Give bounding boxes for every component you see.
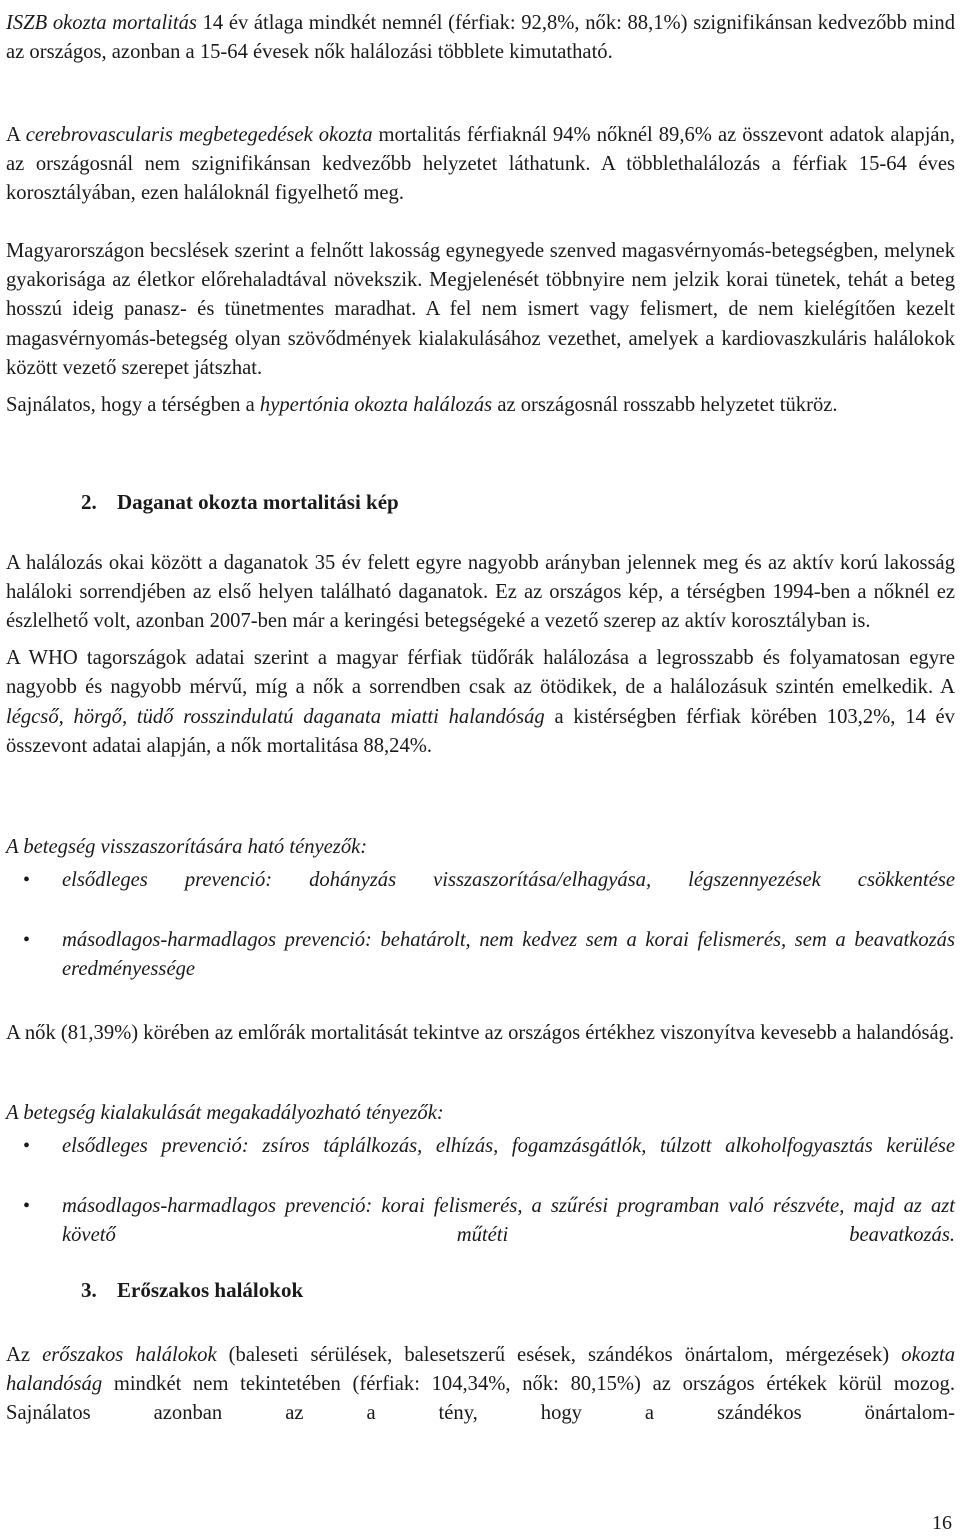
paragraph-breast-cancer: A nők (81,39%) körében az emlőrák mortalitását tekintve az országos értékhez viszonyítva kevesebb a halandóság. — [6, 1021, 955, 1044]
term-cerebrovascular: cerebrovascularis megbetegedések okozta — [25, 123, 373, 146]
list-item: másodlagos-harmadlagos prevenció: behatárolt, nem kedvez sem a korai felismerés, sem a beavatkozás eredményessége — [62, 929, 955, 981]
paragraph-cerebrovascular: A cerebrovascularis megbetegedések okozta mortalitás férfiaknál 94% nőknél 89,6% az összevont adatok alapján, az országosnál nem szignifikánsan kedvezőbb helyzetet láthatunk. A többlethalálozás a férfiak 15-64 éves korosztályában, ezen haláloknál figyelhető meg. — [6, 123, 955, 205]
bullet: • — [23, 1195, 31, 1217]
paragraph-iszb-mortality: ISZB okozta mortalitás 14 év átlaga mindkét nemnél (férfiak: 92,8%, nők: 88,1%) szignifikánsan kedvezőbb mind az országos, azonban a 15-64 évesek nők halálozási többlete kimutatható. — [6, 11, 955, 63]
page-number: 16 — [932, 1512, 952, 1534]
list-lead-lung: A betegség visszaszorítására ható tényezők: — [6, 836, 368, 858]
paragraph-violent-deaths: Az erőszakos halálokok (baleseti sérülések, balesetszerű esések, szándékos önártalom, mérgezések) okozta halandóság mindkét nem tekintetében (férfiak: 104,34%, nők: 80,15%) az országos értékek körül mozog. Sajnálatos azonban az a tény, hogy a szándékos önártalom- — [6, 1343, 955, 1425]
paragraph-cancer-overview: A halálozás okai között a daganatok 35 év felett egyre nagyobb arányban jelennek meg és az aktív korú lakosság haláloki sorrendjében az első helyen található daganatok. Ez az országos kép, a térségben 1994-ben a nőknél ez észlelhető volt, azonban 2007-ben már a keringési betegségeké a vezető szerep az aktív korosztályban is. A WHO tagországok adatai szerint a magyar férfiak tüdőrák halálozása a legrosszabb és folyamatosan egyre nagyobb és nagyobb mérvű, míg a nők a sorrendben csak az ötödikek, de a halálozásuk szintén emelkedik. A légcső, hörgő, tüdő rosszindulatú daganata miatti halandóság a kistérségben férfiak körében 103,2%, 14 év összevont adatai alapján, a nők mortalitása 88,24%. — [6, 551, 955, 758]
section-heading-3: 3. Erőszakos halálokok — [81, 1278, 304, 1302]
term-hypertonia: hypertónia okozta halálozás — [259, 393, 493, 416]
term-iszb: ISZB okozta mortalitás — [6, 11, 197, 34]
bullet: • — [23, 1135, 31, 1157]
bullet: • — [23, 869, 31, 891]
section-heading-2: 2. Daganat okozta mortalitási kép — [81, 490, 399, 514]
paragraph-hypertension: Magyarországon becslések szerint a felnőtt lakosság egynegyede szenved magasvérnyomás-betegségben, melynek gyakorisága az életkor előrehaladtával növekszik. Megjelenését többnyire nem jelzik korai tünetek, tehát a beteg hosszú ideig panasz- és tünetmentes maradhat. A fel nem ismert vagy felismert, de nem kielégítően kezelt magasvérnyomás-betegség olyan szövődmények kialakulásához vezethet, amelyek a kardiovaszkuláris halálokok között vezető szerepet játszhat. Sajnálatos, hogy a térségben a hypertónia okozta halálozás az országosnál rosszabb helyzetet tükröz. — [6, 239, 955, 416]
list-item: elsődleges prevenció: dohányzás visszaszorítása/elhagyása, légszennyezések csökkentése — [62, 869, 955, 891]
term-lung-cancer: légcső, hörgő, tüdő rosszindulatú daganata miatti halandóság — [6, 705, 545, 728]
list-item: másodlagos-harmadlagos prevenció: korai felismerés, a szűrési programban való részvéte, majd az azt követő műtéti beavatkozás. — [62, 1195, 955, 1247]
list-lead-breast: A betegség kialakulását megakadályozható tényezők: — [6, 1102, 444, 1124]
term-violent-deaths: erőszakos halálokok — [42, 1343, 217, 1366]
term-mortality: okozta halandóság — [6, 1343, 955, 1395]
list-item: elsődleges prevenció: zsíros táplálkozás, elhízás, fogamzásgátlók, túlzott alkoholfogyasztás kerülése — [62, 1135, 955, 1157]
bullet: • — [23, 929, 31, 951]
